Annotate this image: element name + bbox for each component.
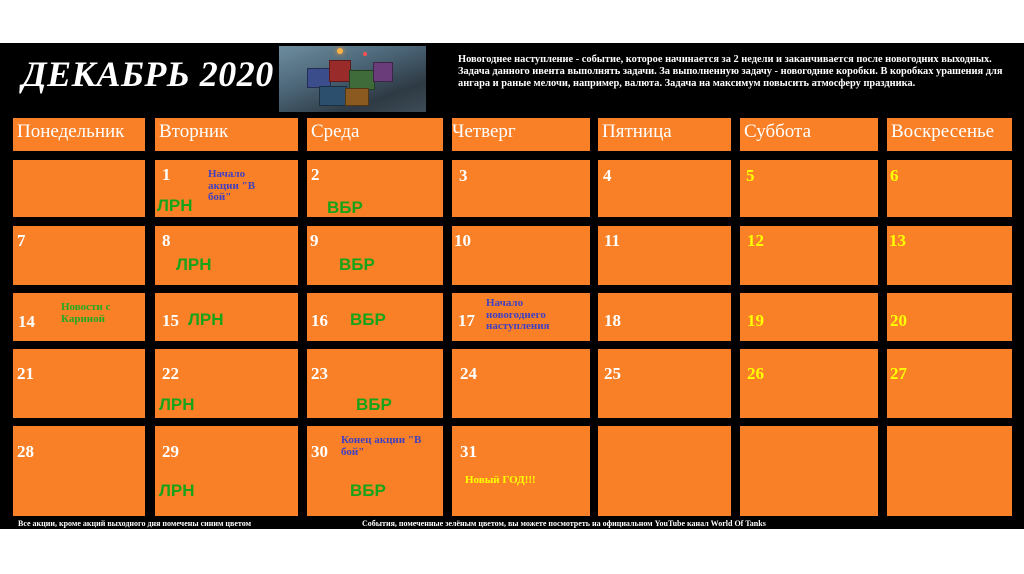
day-number: 29 — [162, 442, 179, 461]
day-cell-11[interactable] — [598, 226, 731, 285]
day-number: 30 — [311, 442, 328, 461]
footer-note-left: Все акции, кроме акций выходного дня помечены синим цветом — [18, 519, 252, 528]
note-news-karina: Новости с Кариной — [61, 301, 111, 325]
day-number: 26 — [747, 364, 764, 383]
day-number: 14 — [18, 312, 35, 331]
day-number: 13 — [889, 231, 906, 250]
day-number: 15 — [162, 311, 179, 330]
day-number: 6 — [890, 166, 899, 185]
day-cell-19[interactable] — [740, 293, 878, 341]
day-cell-23[interactable] — [307, 349, 443, 418]
day-cell-1[interactable] — [155, 160, 298, 217]
day-number: 1 — [162, 165, 171, 184]
day-number: 17 — [458, 311, 475, 330]
weekday-monday: Понедельник — [13, 118, 145, 151]
day-number: 27 — [890, 364, 907, 383]
day-cell-4[interactable] — [598, 160, 731, 217]
day-number: 28 — [17, 442, 34, 461]
event-thumbnail-image — [279, 46, 426, 112]
day-number: 25 — [604, 364, 621, 383]
day-cell-empty — [740, 426, 878, 516]
day-cell-9[interactable] — [307, 226, 443, 285]
tag-lrn: ЛРН — [159, 481, 195, 500]
weekday-saturday: Суббота — [740, 118, 878, 151]
page-title: ДЕКАБРЬ 2020 — [22, 54, 274, 94]
day-cell-31[interactable] — [452, 426, 590, 516]
day-number: 18 — [604, 311, 621, 330]
tag-lrn: ЛРН — [188, 310, 224, 329]
day-cell-7[interactable] — [13, 226, 145, 285]
day-cell-14[interactable] — [13, 293, 145, 341]
day-number: 12 — [747, 231, 764, 250]
day-cell-15[interactable] — [155, 293, 298, 341]
day-number: 19 — [747, 311, 764, 330]
day-cell-3[interactable] — [452, 160, 590, 217]
day-number: 3 — [459, 166, 468, 185]
day-cell-16[interactable] — [307, 293, 443, 341]
tag-vbr: ВБР — [356, 395, 392, 414]
day-cell-22[interactable] — [155, 349, 298, 418]
day-number: 31 — [460, 442, 477, 461]
day-cell-18[interactable] — [598, 293, 731, 341]
day-cell-25[interactable] — [598, 349, 731, 418]
tag-lrn: ЛРН — [157, 196, 193, 215]
day-number: 24 — [460, 364, 477, 383]
day-cell-10[interactable] — [452, 226, 590, 285]
tag-vbr: ВБР — [339, 255, 375, 274]
day-cell-8[interactable] — [155, 226, 298, 285]
calendar-frame — [0, 43, 1024, 529]
day-cell-empty — [13, 160, 145, 217]
weekday-thursday: Четверг — [452, 118, 590, 151]
day-cell-27[interactable] — [887, 349, 1012, 418]
weekday-wednesday: Среда — [307, 118, 443, 151]
weekday-tuesday: Вторник — [155, 118, 298, 151]
event-description: Новогоднее наступление - событие, которое начинается за 2 недели и заканчивается после новогодних выходных. Задача данного ивента выполнять задачи. За выполненную задачу - новогодние коробки. В коробках урашения для ангара и раные мелочи, например, валюта. Задача на максимум повысить атмосферу праздника. — [458, 54, 1003, 90]
tag-lrn: ЛРН — [159, 395, 195, 414]
day-number: 2 — [311, 165, 320, 184]
day-number: 5 — [746, 166, 755, 185]
day-cell-5[interactable] — [740, 160, 878, 217]
tag-vbr: ВБР — [327, 198, 363, 217]
day-number: 16 — [311, 311, 328, 330]
day-cell-28[interactable] — [13, 426, 145, 516]
day-cell-29[interactable] — [155, 426, 298, 516]
note-start-action: Начало акции "В бой" — [208, 168, 256, 203]
day-cell-6[interactable] — [887, 160, 1012, 217]
day-cell-13[interactable] — [887, 226, 1012, 285]
day-cell-2[interactable] — [307, 160, 443, 217]
note-start-offensive: Начало новогоднего наступления — [486, 297, 550, 332]
footer-note-right: События, помеченные зелёным цветом, вы можете посмотреть на официальном YouTube канал World Of Tanks — [362, 519, 766, 528]
day-cell-26[interactable] — [740, 349, 878, 418]
day-number: 22 — [162, 364, 179, 383]
weekday-friday: Пятница — [598, 118, 731, 151]
weekday-sunday: Воскресенье — [887, 118, 1012, 151]
day-number: 23 — [311, 364, 328, 383]
day-cell-17[interactable] — [452, 293, 590, 341]
day-cell-12[interactable] — [740, 226, 878, 285]
day-number: 4 — [603, 166, 612, 185]
day-cell-empty — [598, 426, 731, 516]
day-cell-20[interactable] — [887, 293, 1012, 341]
note-end-action: Конец акции "В бой" — [341, 434, 422, 458]
day-number: 11 — [604, 231, 621, 250]
day-number: 7 — [17, 231, 26, 250]
tag-vbr: ВБР — [350, 310, 386, 329]
day-number: 10 — [454, 231, 471, 250]
day-number: 20 — [890, 311, 907, 330]
day-cell-30[interactable] — [307, 426, 443, 516]
day-cell-empty — [887, 426, 1012, 516]
day-number: 8 — [162, 231, 171, 250]
tag-vbr: ВБР — [350, 481, 386, 500]
note-new-year: Новый ГОД!!! — [465, 474, 536, 486]
day-number: 21 — [17, 364, 34, 383]
day-number: 9 — [310, 231, 319, 250]
tag-lrn: ЛРН — [176, 255, 212, 274]
day-cell-24[interactable] — [452, 349, 590, 418]
day-cell-21[interactable] — [13, 349, 145, 418]
